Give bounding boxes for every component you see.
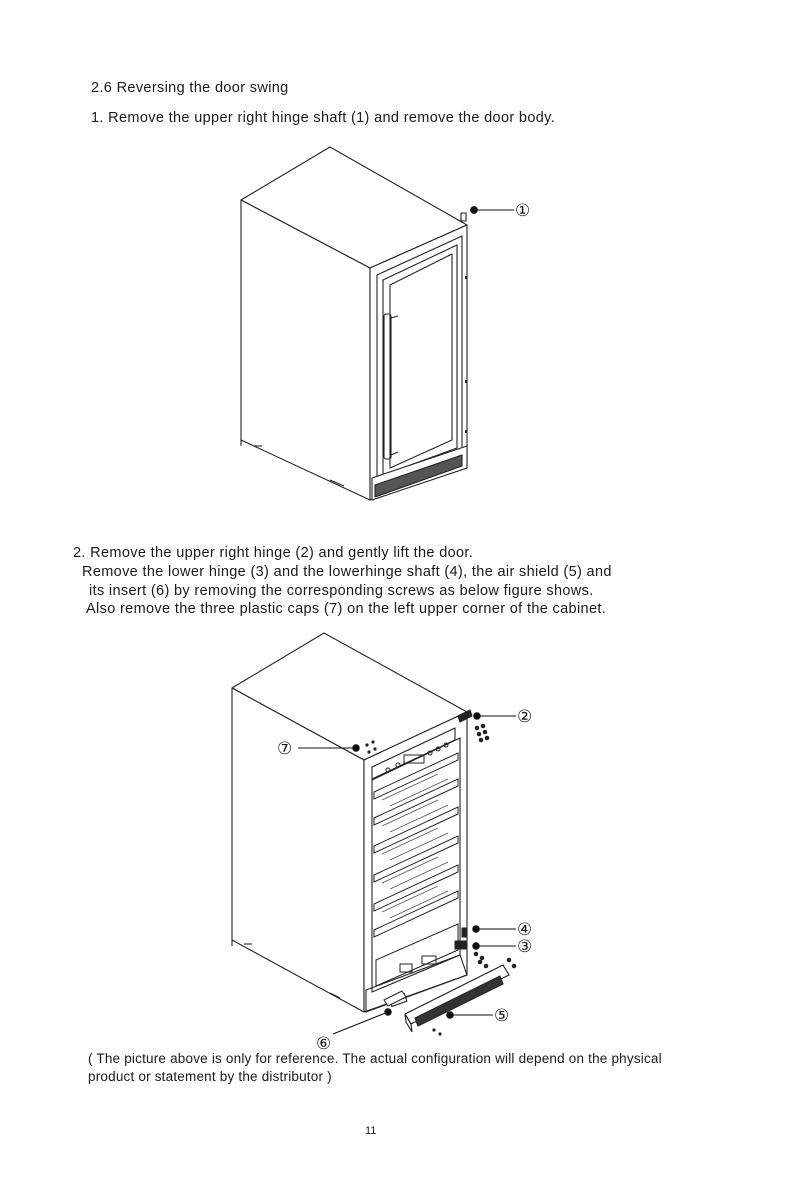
page-number: 11 [365, 1125, 377, 1137]
callout-1: ① [515, 201, 531, 221]
disclaimer-line-1: ( The picture above is only for reference. The actual configuration will depend on the physical [88, 1051, 662, 1066]
disclaimer-line-2: product or statement by the distributor ) [88, 1069, 332, 1084]
callout-2: ② [517, 707, 533, 727]
step-2-line-3: its insert (6) by removing the corresponding screws as below figure shows. [89, 583, 594, 599]
callout-6: ⑥ [316, 1034, 332, 1054]
callout-4: ④ [517, 920, 533, 940]
step-1-text: 1. Remove the upper right hinge shaft (1) and remove the door body. [91, 110, 556, 126]
step-2-line-2: Remove the lower hinge (3) and the lowerhinge shaft (4), the air shield (5) and [82, 564, 612, 580]
callout-7: ⑦ [277, 739, 293, 759]
step-2-line-1: 2. Remove the upper right hinge (2) and gently lift the door. [73, 545, 474, 561]
step-2-line-4: Also remove the three plastic caps (7) on the left upper corner of the cabinet. [86, 601, 607, 617]
callout-5: ⑤ [494, 1006, 510, 1026]
section-heading: 2.6 Reversing the door swing [91, 80, 289, 96]
callout-3: ③ [517, 937, 533, 957]
